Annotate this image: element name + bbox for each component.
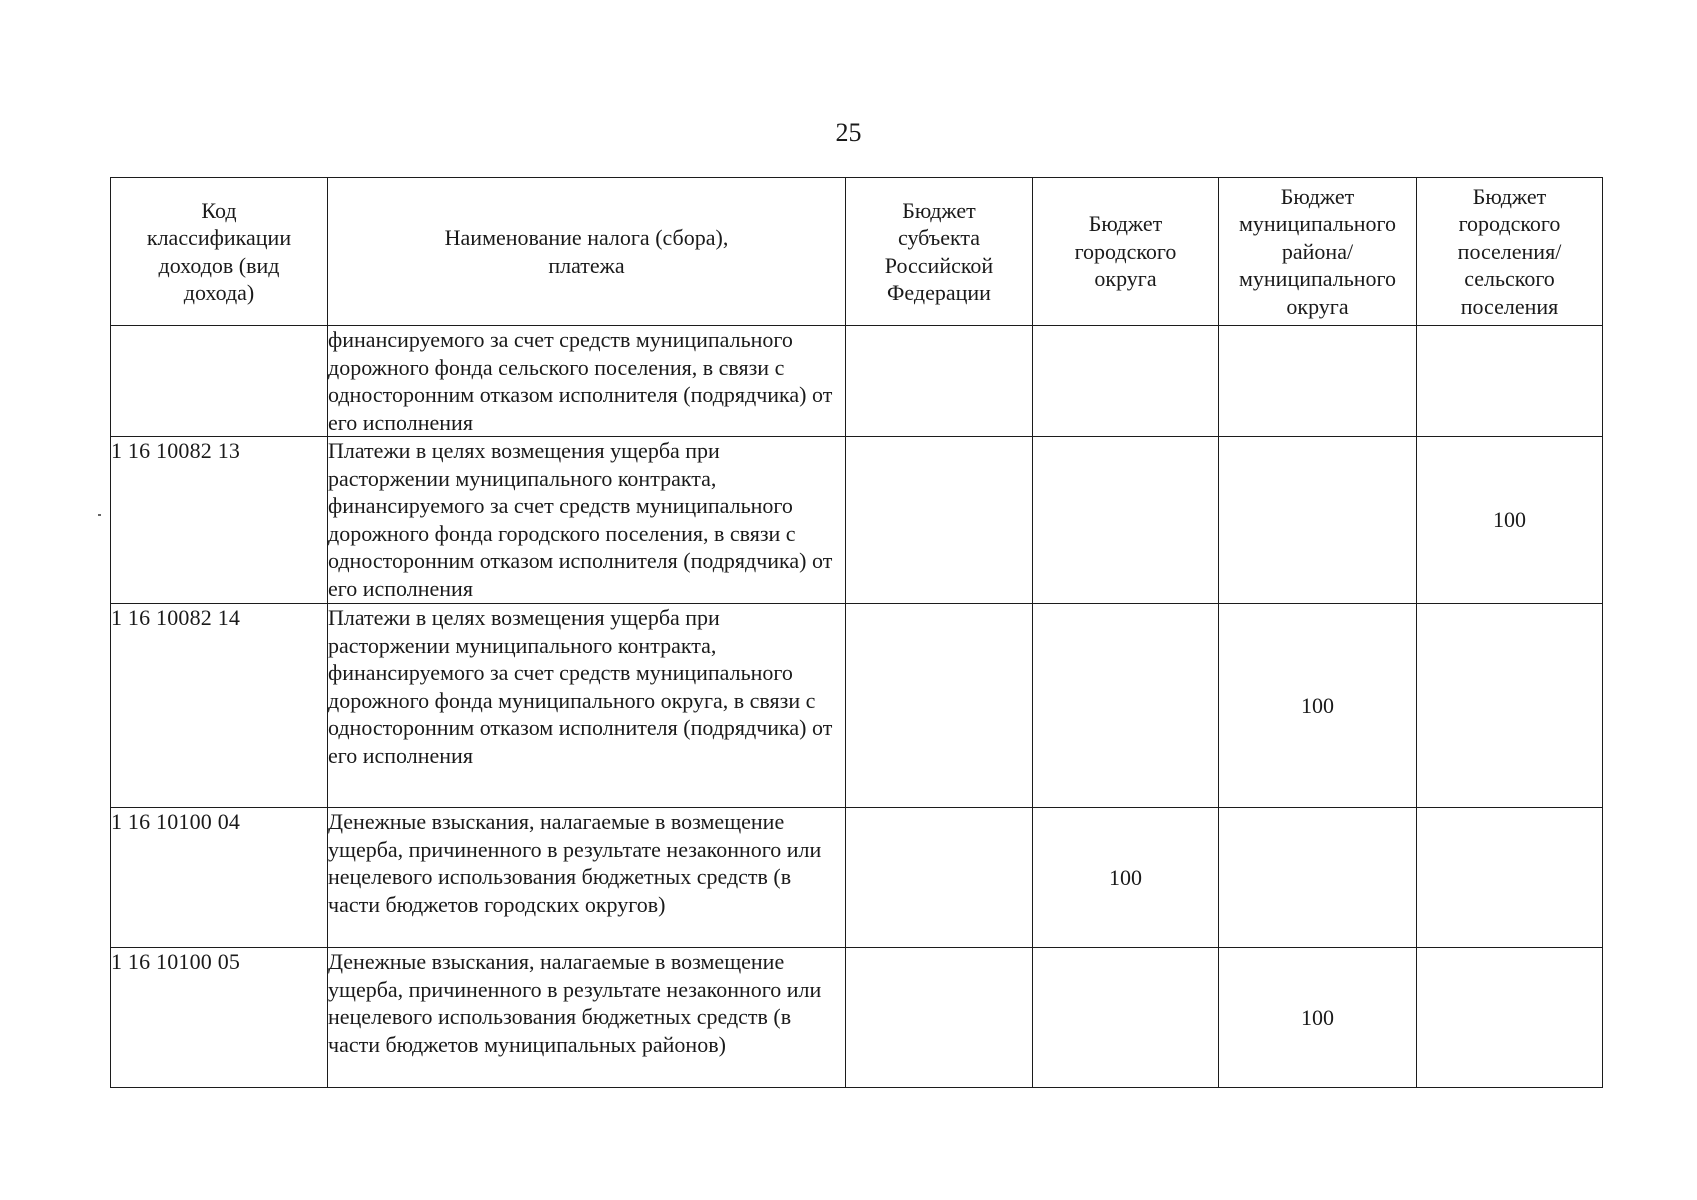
row-city-district-budget: 100 [1033, 808, 1219, 948]
row-municipal-district-budget [1219, 326, 1417, 437]
row-code: 1 16 10100 05 [111, 948, 328, 1088]
table-row [111, 437, 1603, 604]
header-settlement-budget: Бюджет городского поселения/ сельского поселения [1417, 178, 1603, 326]
row-settlement-budget [1417, 604, 1603, 808]
row-code: 1 16 10082 14 [111, 604, 328, 808]
table-row [111, 326, 1603, 437]
page-number: 25 [835, 118, 862, 147]
row-settlement-budget [1417, 326, 1603, 437]
row-name: Денежные взыскания, налагаемые в возмещение ущерба, причиненного в результате незаконного или нецелевого использования бюджетных средств (в части бюджетов муниципальных районов) [328, 948, 846, 1088]
row-code [111, 326, 328, 437]
header-name: Наименование налога (сбора), платежа [328, 178, 846, 326]
header-subject-budget: Бюджет субъекта Российской Федерации [846, 178, 1033, 326]
row-municipal-district-budget: 100 [1219, 948, 1417, 1088]
row-code: 1 16 10082 13 [111, 437, 328, 604]
table-row [111, 604, 1603, 808]
row-city-district-budget [1033, 604, 1219, 808]
row-name: Платежи в целях возмещения ущерба при расторжении муниципального контракта, финансируемого за счет средств муниципального дорожного фонда городского поселения, в связи с односторонним отказом исполнителя (подрядчика) от его исполнения [328, 437, 846, 604]
row-municipal-district-budget [1219, 437, 1417, 604]
header-city-district-budget: Бюджет городского округа [1033, 178, 1219, 326]
income-classification-table [110, 177, 1603, 1088]
header-code: Код классификации доходов (вид дохода) [111, 178, 328, 326]
row-subject-budget [846, 604, 1033, 808]
table-row [111, 808, 1603, 948]
row-settlement-budget: 100 [1417, 437, 1603, 604]
row-name: Денежные взыскания, налагаемые в возмещение ущерба, причиненного в результате незаконного или нецелевого использования бюджетных средств (в части бюджетов городских округов) [328, 808, 846, 948]
row-city-district-budget [1033, 437, 1219, 604]
row-name: Платежи в целях возмещения ущерба при расторжении муниципального контракта, финансируемого за счет средств муниципального дорожного фонда муниципального округа, в связи с односторонним отказом исполнителя (подрядчика) от его исполнения [328, 604, 846, 808]
row-city-district-budget [1033, 326, 1219, 437]
row-settlement-budget [1417, 808, 1603, 948]
row-municipal-district-budget [1219, 808, 1417, 948]
row-code: 1 16 10100 04 [111, 808, 328, 948]
row-city-district-budget [1033, 948, 1219, 1088]
header-municipal-district-budget: Бюджет муниципального района/ муниципального округа [1219, 178, 1417, 326]
row-municipal-district-budget: 100 [1219, 604, 1417, 808]
row-subject-budget [846, 326, 1033, 437]
row-subject-budget [846, 808, 1033, 948]
table-row [111, 948, 1603, 1088]
row-settlement-budget [1417, 948, 1603, 1088]
row-subject-budget [846, 948, 1033, 1088]
scan-speck [98, 514, 101, 516]
table-header-row [111, 178, 1603, 326]
row-name: финансируемого за счет средств муниципального дорожного фонда сельского поселения, в связи с односторонним отказом исполнителя (подрядчика) от его исполнения [328, 326, 846, 437]
row-subject-budget [846, 437, 1033, 604]
